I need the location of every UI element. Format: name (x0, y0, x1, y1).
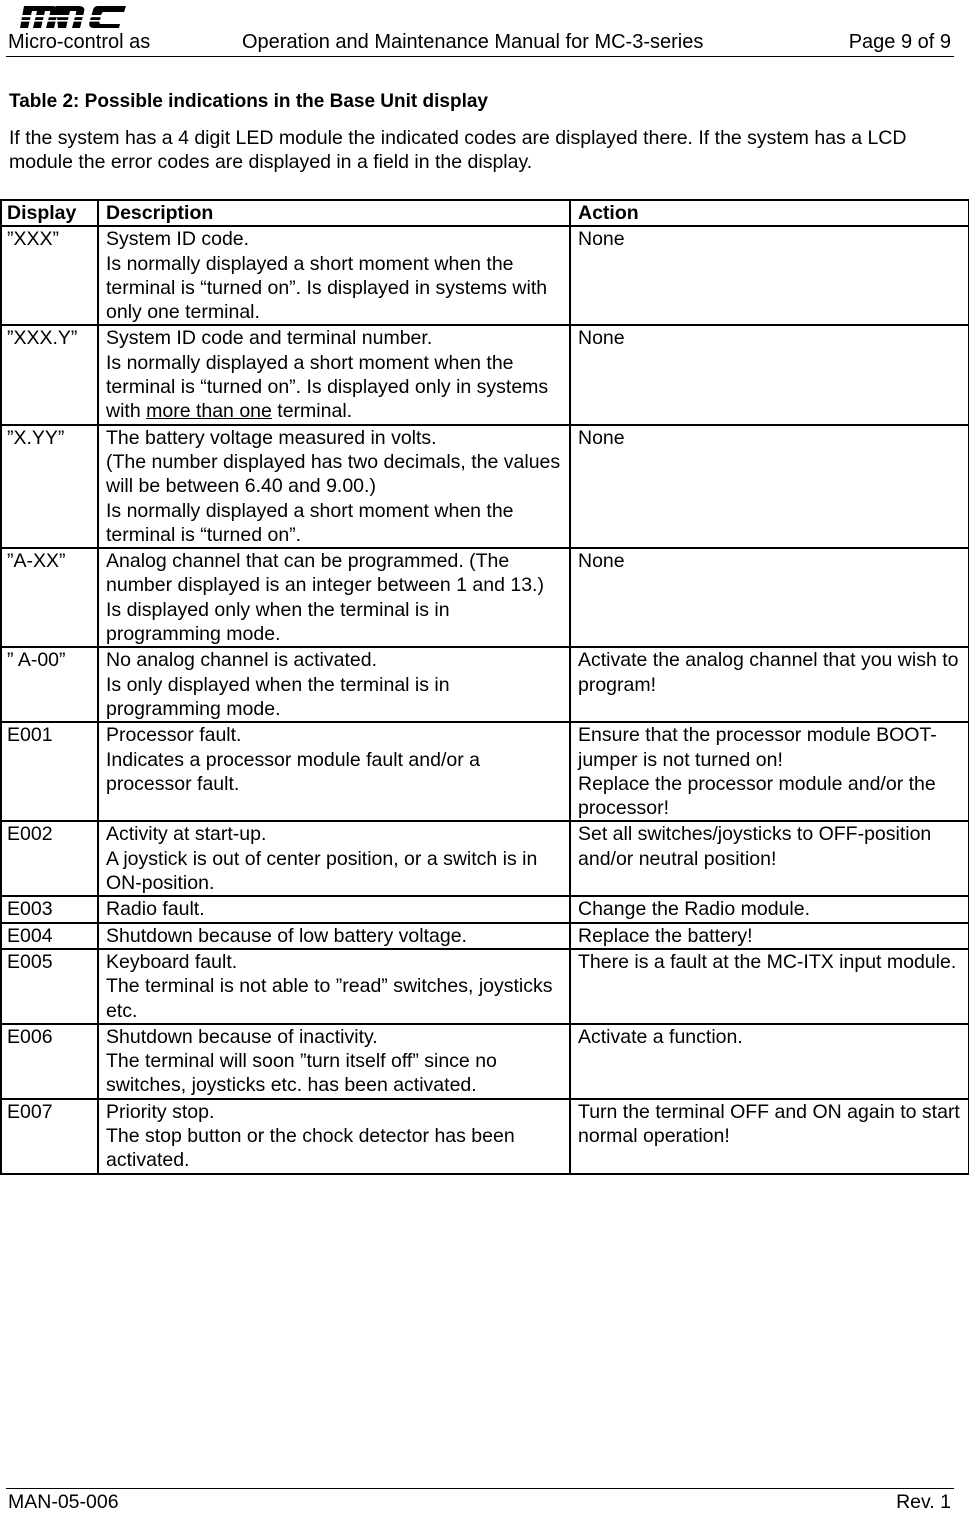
column-header-display: Display (1, 200, 98, 226)
action-cell (570, 1024, 969, 1099)
intro-paragraph: If the system has a 4 digit LED module the indicated codes are displayed there. If the system has a LCD module the error codes are displayed in a field in the display. (9, 127, 907, 173)
display-code: E007 (1, 1099, 98, 1174)
description-line: Shutdown because of inactivity. (106, 1025, 378, 1048)
action-line: Replace the battery! (578, 924, 753, 947)
column-header-description: Description (98, 200, 570, 226)
table-row (1, 1099, 969, 1174)
action-cell (570, 425, 969, 548)
description-line: The battery voltage measured in volts. (106, 426, 437, 449)
description-cell (98, 821, 570, 896)
header-company: Micro-control as (8, 31, 151, 53)
footer-divider (6, 1488, 954, 1489)
footer-document-id: MAN-05-006 (8, 1491, 119, 1513)
description-emphasis: more than one (146, 400, 272, 423)
action-cell (570, 722, 969, 821)
table-row (1, 226, 969, 325)
table-header-row (1, 200, 969, 226)
description-line: Activity at start-up. (106, 823, 267, 846)
display-code: E001 (1, 722, 98, 821)
table-row (1, 647, 969, 722)
display-code: E006 (1, 1024, 98, 1099)
table-row (1, 425, 969, 548)
description-cell (98, 226, 570, 325)
header-title: Operation and Maintenance Manual for MC-3-series (242, 31, 704, 53)
description-line: A joystick is out of center position, or a switch is in ON-position. (106, 847, 538, 895)
display-code: ” A-00” (1, 647, 98, 722)
description-line: Priority stop. (106, 1100, 215, 1123)
table-title: Table 2: Possible indications in the Base Unit display (9, 91, 488, 112)
table-row (1, 949, 969, 1024)
description-cell (98, 1024, 570, 1099)
display-code: ”X.YY” (1, 425, 98, 548)
table-row (1, 923, 969, 949)
display-code: E004 (1, 923, 98, 949)
description-line: The terminal will soon ”turn itself off” since no switches, joysticks etc. has been activated. (106, 1050, 497, 1097)
description-line: (The number displayed has two decimals, the values will be between 6.40 and 9.00.) (106, 450, 561, 498)
action-line: None (578, 327, 625, 350)
description-cell (98, 949, 570, 1024)
display-code: ”XXX.Y” (1, 325, 98, 424)
description-line: Is displayed only when the terminal is in programming mode. (106, 598, 450, 646)
indications-table (0, 199, 969, 1175)
column-header-action: Action (570, 200, 969, 226)
description-line: Is normally displayed a short moment when the terminal is “turned on”. (106, 499, 514, 546)
display-code: E003 (1, 896, 98, 922)
action-line: Set all switches/joysticks to OFF-position and/or neutral position! (578, 823, 932, 870)
description-cell (98, 722, 570, 821)
description-line: Radio fault. (106, 898, 205, 921)
action-line: Turn the terminal OFF and ON again to start normal operation! (578, 1100, 960, 1147)
action-line: Replace the processor module and/or the processor! (578, 772, 936, 820)
display-code: E005 (1, 949, 98, 1024)
display-code: ”XXX” (1, 226, 98, 325)
description-line: The stop button or the chock detector has been activated. (106, 1124, 515, 1172)
display-code: ”A-XX” (1, 548, 98, 647)
description-line: Analog channel that can be programmed. (The number displayed is an integer between 1 and 13.) (106, 550, 544, 597)
action-cell (570, 647, 969, 722)
header-page-number: Page 9 of 9 (848, 31, 951, 53)
action-cell (570, 548, 969, 647)
action-line: Activate the analog channel that you wish to program! (578, 649, 959, 696)
description-tail: terminal. (271, 400, 353, 423)
action-line: There is a fault at the MC-ITX input module. (578, 950, 957, 973)
description-line: Indicates a processor module fault and/or a processor fault. (106, 748, 480, 795)
action-line: Change the Radio module. (578, 898, 810, 921)
description-line: System ID code and terminal number. (106, 327, 433, 350)
action-cell (570, 923, 969, 949)
action-cell (570, 896, 969, 922)
table-row (1, 548, 969, 647)
description-cell (98, 923, 570, 949)
description-line: Is only displayed when the terminal is in programming mode. (106, 673, 450, 720)
description-cell (98, 647, 570, 722)
description-line: The terminal is not able to ”read” switches, joysticks etc. (106, 975, 553, 1022)
action-cell (570, 325, 969, 424)
action-cell (570, 1099, 969, 1174)
table-row (1, 821, 969, 896)
description-line: No analog channel is activated. (106, 649, 378, 672)
description-line: Is normally displayed a short moment when the terminal is “turned on”. Is displayed in systems with only one terminal. (106, 252, 548, 324)
description-cell (98, 425, 570, 548)
action-cell (570, 226, 969, 325)
table-row (1, 896, 969, 922)
description-cell (98, 548, 570, 647)
table-row (1, 325, 969, 424)
description-cell (98, 1099, 570, 1174)
mc-logo (14, 2, 132, 32)
action-line: None (578, 228, 625, 251)
table-row (1, 722, 969, 821)
action-line: None (578, 426, 625, 449)
display-code: E002 (1, 821, 98, 896)
action-line: None (578, 550, 625, 573)
description-line: Shutdown because of low battery voltage. (106, 924, 467, 947)
action-line: Ensure that the processor module BOOT-jumper is not turned on! (578, 724, 937, 771)
description-cell (98, 896, 570, 922)
description-line: Is normally displayed a short moment when the terminal is “turned on”. Is displayed only in systems with (106, 351, 549, 423)
description-cell (98, 325, 570, 424)
footer-revision: Rev. 1 (896, 1491, 951, 1513)
description-line: Processor fault. (106, 724, 242, 747)
action-cell (570, 821, 969, 896)
description-line: System ID code. (106, 228, 250, 251)
description-line: Keyboard fault. (106, 950, 238, 973)
table-row (1, 1024, 969, 1099)
action-line: Activate a function. (578, 1025, 743, 1048)
header-divider (6, 56, 954, 57)
action-cell (570, 949, 969, 1024)
